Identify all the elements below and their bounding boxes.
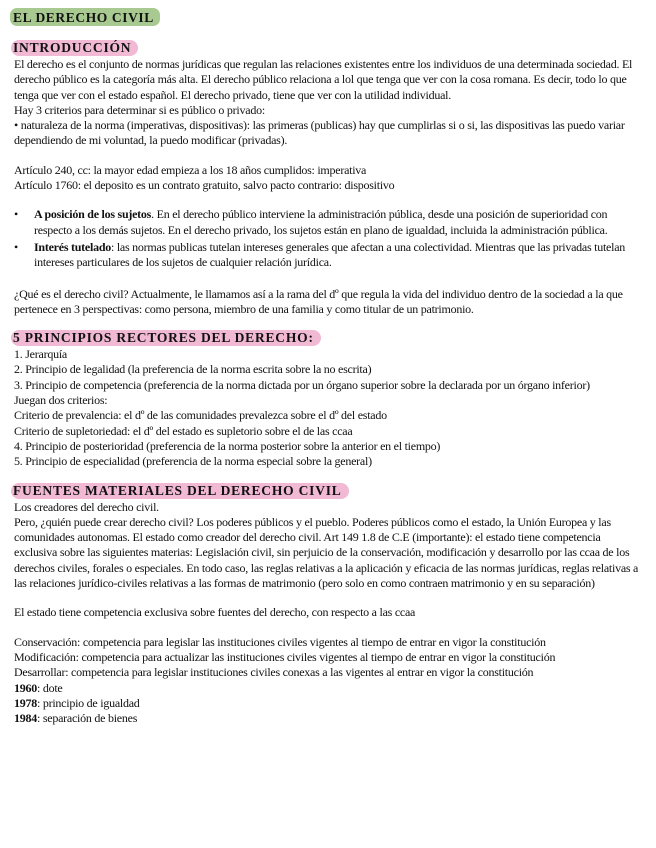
date-text: : principio de igualdad [37, 695, 140, 710]
article-line: Artículo 1760: el deposito es un contrato gratuito, salvo pacto contrario: dispositivo [14, 178, 395, 193]
date-year: 1960 [14, 680, 37, 695]
document-title: EL DERECHO CIVIL [10, 8, 160, 26]
principle-line: Criterio de prevalencia: el dº de las comunidades prevalezca sobre el dº del estado [14, 408, 387, 423]
section-fuentes [14, 482, 644, 727]
date-line [14, 696, 644, 711]
principle-line: Criterio de supletoriedad: el dº del estado es supletorio sobre el de las ccaa [14, 423, 353, 438]
article-line: Artículo 240, cc: la mayor edad empieza a los 18 años cumplidos: imperativa [14, 162, 367, 177]
date-year: 1984 [14, 711, 37, 726]
section-heading-fuentes: FUENTES MATERIALES DEL DERECHO CIVIL [11, 483, 349, 499]
principle-line: 4. Principio de posterioridad (preferencia de la norma posterior sobre la anterior en el tiempo) [14, 438, 441, 453]
principle-line: 2. Principio de legalidad (la preferencia de la norma escrita sobre la no escrita) [14, 362, 372, 377]
bullet-icon: • [14, 207, 18, 222]
spacer [14, 273, 644, 287]
spacer [14, 621, 644, 635]
paragraph: Pero, ¿quién puede crear derecho civil? Los poderes públicos y el pueblo. Poderes públicos como el estado, la Unión Europea y las comunidades autonomas. El estado como creador del derecho civil. Art 149 1.8 de C.E (importante): el estado tiene competencia exclusiva sobre las siguientes materias: Legislación civil, sin perjuicio de la conservación, modificación y desarrollo por las ccaa de los derechos civiles, forales o especiales. En todo caso, las reglas relativas a la aplicación y eficacia de las normas jurídicas, reglas relativas a las relaciones jurídico-civiles relativas a las formas de matrimonio (pero solo en como contraen matrimonio y en su separación) [14, 514, 639, 591]
date-text: : separación de bienes [37, 711, 138, 726]
bullet-icon: • [14, 239, 18, 254]
criteria-list [14, 207, 644, 270]
section-heading-introduccion: INTRODUCCIÓN [11, 40, 138, 56]
paragraph: Los creadores del derecho civil. [14, 499, 159, 514]
date-year: 1978 [14, 695, 37, 710]
section-introduccion [14, 39, 644, 317]
date-text: : dote [37, 680, 63, 695]
paragraph: ¿Qué es el derecho civil? Actualmente, le llamamos así a la rama del dº que regula la vida del individuo dentro de la sociedad a la que pertenece en 3 perspectivas: como persona, miembro de una familia y como titular de un patrimonio. [14, 286, 623, 316]
list-item-term: Interés tutelado [34, 239, 111, 254]
principle-line: 1. Jerarquía [14, 347, 67, 362]
paragraph: El estado tiene competencia exclusiva sobre fuentes del derecho, con respecto a las ccaa [14, 605, 416, 620]
section-principios [14, 329, 644, 469]
list-item-term: A posición de los sujetos [34, 207, 152, 222]
list-item-text: : las normas publicas tutelan intereses generales que afectan a una colectividad. Mientras que las privadas tutelan intereses particulares de los sujetos de cualquier relación jurídica. [34, 239, 626, 270]
spacer [14, 193, 644, 207]
section-heading-principios: 5 PRINCIPIOS RECTORES DEL DERECHO: [11, 330, 321, 346]
principle-line: Juegan dos criterios: [14, 393, 108, 408]
date-line [14, 681, 644, 696]
date-line [14, 711, 644, 726]
spacer [14, 591, 644, 605]
principle-line: 3. Principio de competencia (preferencia de la norma dictada por un órgano superior sobre la declarada por un órgano inferior) [14, 377, 590, 392]
spacer [14, 149, 644, 163]
definition-line: Modificación: competencia para actualizar las instituciones civiles vigentes al tiempo de entrar en vigor la constitución [14, 649, 556, 664]
document-page [14, 8, 644, 726]
paragraph: El derecho es el conjunto de normas jurídicas que regulan las relaciones existentes entre los individuos de una determinada sociedad. El derecho público es la categoría más alta. El derecho público relaciona a lol que tenga que ver con la cosa romana. Es decir, todo lo que tenga que ver con el estado español. El derecho privado, tiene que ver con la utilidad individual. [14, 57, 633, 102]
list-item [14, 240, 644, 271]
list-item-text: . En el derecho público interviene la administración pública, desde una posición de superioridad con respecto a los demás sujetos. En el derecho privado, los sujetos están en plano de igualdad, incluida la administración pública. [34, 207, 608, 237]
definition-line: Desarrollar: competencia para legislar instituciones civiles conexas a las vigentes al entrar en vigor la constitución [14, 665, 534, 680]
principle-line: 5. Principio de especialidad (preferencia de la norma especial sobre la general) [14, 454, 372, 469]
definition-line: Conservación: competencia para legislar las instituciones civiles vigentes al tiempo de entrar en vigor la constitución [14, 634, 546, 649]
paragraph: Hay 3 criterios para determinar si es público o privado: [14, 102, 265, 117]
paragraph: • naturaleza de la norma (imperativas, dispositivas): las primeras (publicas) hay que cumplirlas si o si, las dispositivas las puedo variar dependiendo de mi voluntad, la puedo modificar (privadas). [14, 118, 625, 148]
list-item [14, 207, 644, 238]
